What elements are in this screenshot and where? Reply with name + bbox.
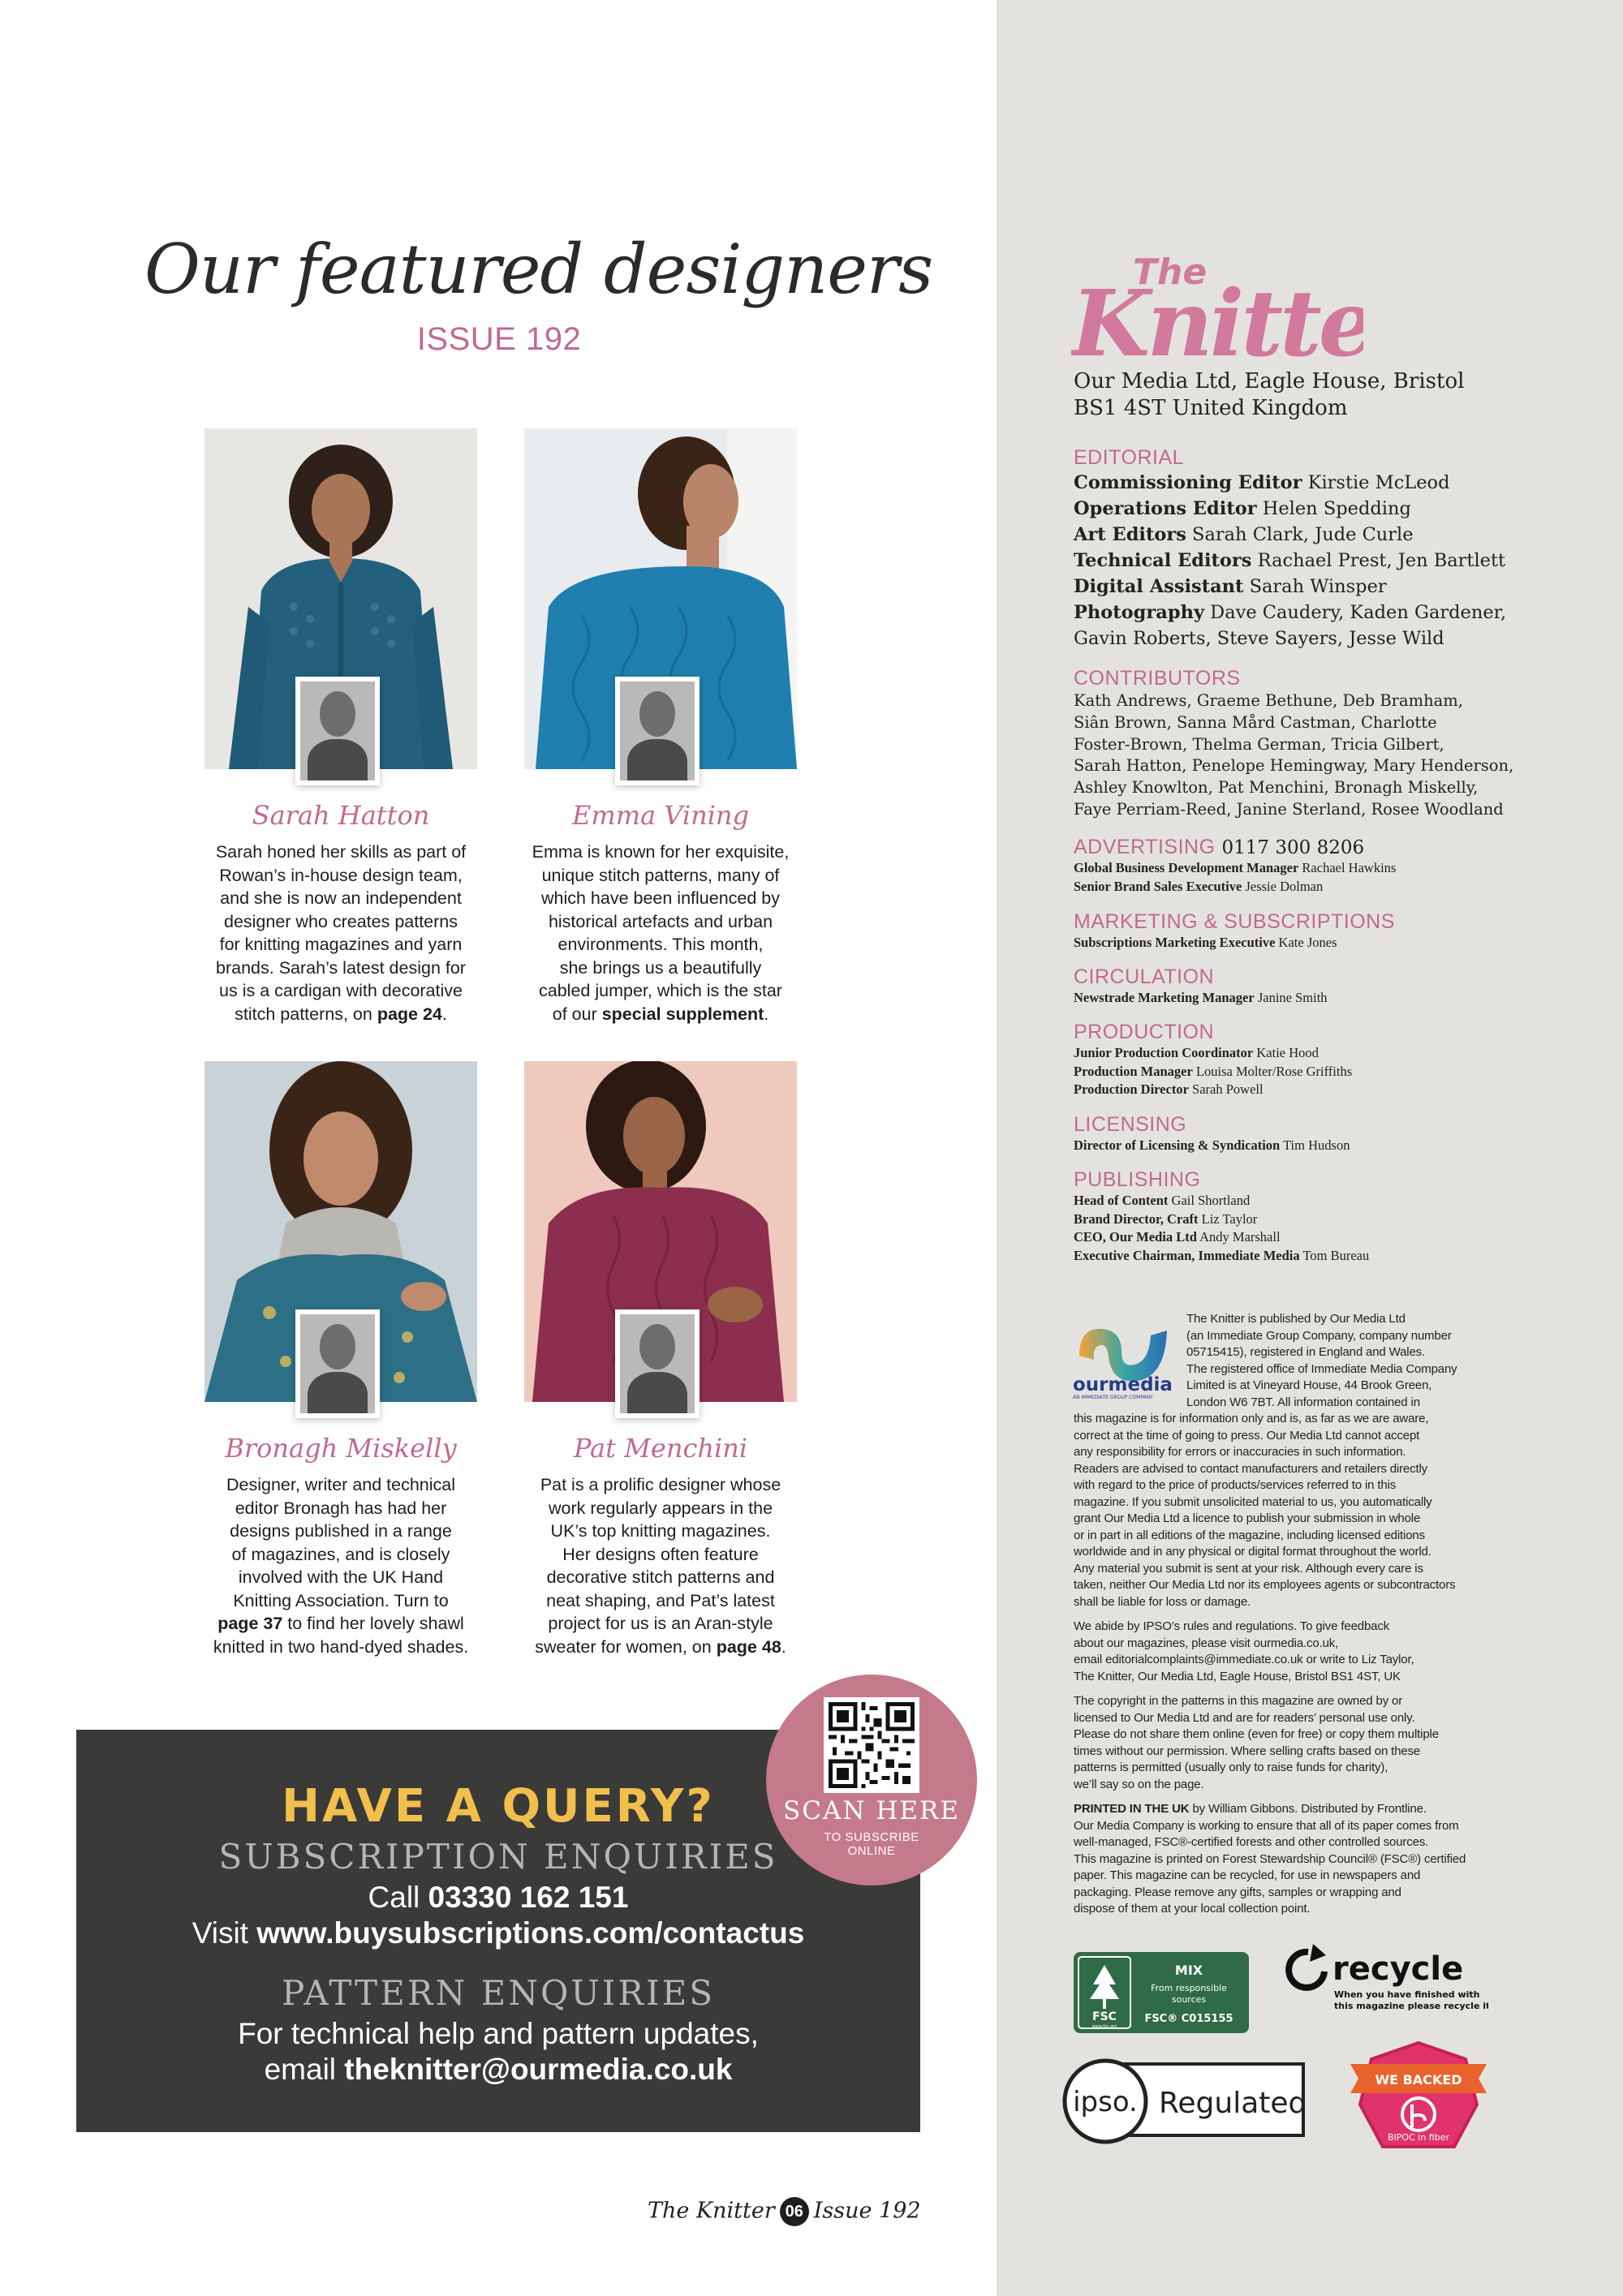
designer-bio: Sarah honed her skills as part of Rowan’s in-house design team, and she is now an independent designer who creates patterns for knitting magazines and yarn brands. Sarah’s latest design for us is a cardigan with decorative stitch patterns, on page 24.	[215, 842, 467, 1024]
legal-body: this magazine is for information only and is, as far as we are aware, correct at the time of going to press. Our Media Ltd cannot accept any responsibility for errors or inaccuracies in such information. Readers are advised to contact manufacturers and retailers directly with regard to the price of products/services referred to in this magazine. If you submit unsolicited material to us, you automatically grant Our Media Ltd a licence to publish your submission in whole or in part in all editions of the magazine, including licensed editions worldwide and in any physical or digital format throughout the world. Any material you submit is sent at your risk. Although every care is taken, neither Our Media Ltd nor its employees agents or subcontractors shall be liable for loss or damage. We abide by IPSO’s rules and regulations. To give feedback about our magazines, please visit ourmedia.co.uk, email editorialcomplaints@immediate.co.uk or write to Liz Taylor, The Knitter, Our Media Ltd, Eagle House, Bristol BS1 4ST, UK The copyright in the patterns in this magazine are owned by or licensed to Our Media Ltd and are for readers’ personal use only. Please do not share them online (even for free) or copy them multiple times without our permission. Where selling crafts based on these patterns is permitted (usually only to raise funds for charity), we’ll say so on the page. PRINTED IN THE UK by William Gibbons. Distributed by Frontline. Our Media Company is working to ensure that all of its paper comes from well-managed, FSC®-certified forests and other controlled sources. This magazine is printed on Forest Stewardship Council® (FSC®) certified paper. This magazine can be recycled, for use in newspapers and packaging. Please remove any gifts, samples or wrapping and dispose of them at your local collection point.	[1074, 1412, 1466, 1915]
svg-text:WE BACKED: WE BACKED	[1375, 2072, 1462, 2087]
designer-bio: Pat is a prolific designer whose work regularly appears in the UK’s top knitting magazines. Her designs often feature decorative stitch patterns and neat shaping, and Pat’s latest project for us is an Aran-style sweater for women, on page 48.	[535, 1475, 786, 1657]
page-footer: The Knitter 06 Issue 192	[648, 2197, 907, 2226]
designer-headshot	[615, 677, 700, 785]
ipso-regulated-badge	[1060, 2057, 1316, 2147]
svg-text:Regulated: Regulated	[1159, 2087, 1307, 2120]
issue-label: ISSUE 192	[416, 321, 582, 357]
svg-text:From responsible: From responsible	[1151, 1983, 1227, 1993]
ourmedia-logo	[1071, 1311, 1173, 1400]
pattern-help-text: For technical help and pattern updates,	[238, 2017, 759, 2050]
designer-headshot	[295, 1309, 380, 1418]
legal-intro: The Knitter is published by Our Media Ltd (an Immediate Group Company, company number 05715415), registered in England and Wales. The registered office of Immediate Media Company Limited is at Vineyard House, 44 Brook Green, London W6 7BT. All information contained in	[1186, 1312, 1457, 1409]
subscription-url[interactable]: Visit www.buysubscriptions.com/contactus	[192, 1916, 805, 1950]
page-title: Our featured designers	[144, 230, 933, 309]
qr-code-icon[interactable]	[824, 1697, 919, 1793]
svg-text:FSC: FSC	[1092, 2010, 1117, 2023]
scan-sub-label: TO SUBSCRIBE	[824, 1830, 919, 1844]
query-title: HAVE A QUERY?	[282, 1780, 715, 1833]
designer-name: Pat Menchini	[573, 1433, 748, 1464]
pattern-email[interactable]: email theknitter@ourmedia.co.uk	[264, 2053, 733, 2086]
svg-text:BIPOC in fiber: BIPOC in fiber	[1388, 2132, 1449, 2143]
svg-text:recycle: recycle	[1332, 1950, 1464, 1988]
svg-text:When you have finished with: When you have finished with	[1334, 1989, 1480, 2000]
publisher-address: Our Media Ltd, Eagle House, Bristol BS1 4ST United Kingdom	[1074, 369, 1465, 420]
production-section: PRODUCTION Junior Production Coordinator Katie Hood Production Manager Louisa Molter/Rose Griffiths Production Director Sarah Powell	[1074, 1021, 1353, 1097]
scan-sub-label: ONLINE	[847, 1844, 896, 1858]
fsc-badge	[1074, 1952, 1249, 2033]
designer-name: Sarah Hatton	[252, 800, 430, 831]
bipoc-in-fiber-badge	[1347, 2040, 1490, 2156]
pattern-enquiries-heading: PATTERN ENQUIRIES	[281, 1973, 716, 2013]
advertising-section: ADVERTISING 0117 300 8206 Global Business Development Manager Rachael Hawkins Senior Brand Sales Executive Jessie Dolman	[1074, 836, 1397, 894]
subscription-enquiries-heading: SUBSCRIPTION ENQUIRIES	[218, 1837, 778, 1877]
svg-text:The: The	[1133, 252, 1208, 293]
designer-name: Bronagh Miskelly	[225, 1433, 457, 1464]
svg-text:FSC® C015155: FSC® C015155	[1144, 2013, 1233, 2025]
designer-headshot	[295, 677, 380, 785]
the-knitter-logo	[1071, 243, 1363, 373]
designer-name: Emma Vining	[571, 800, 749, 831]
scan-here-label: SCAN HERE	[783, 1796, 960, 1825]
circulation-section: CIRCULATION Newstrade Marketing Manager Janine Smith	[1074, 965, 1328, 1005]
designer-headshot	[615, 1309, 700, 1418]
publishing-section: PUBLISHING Head of Content Gail Shortland Brand Director, Craft Liz Taylor CEO, Our Media Ltd Andy Marshall Executive Chairman, Immediate Media Tom Bureau	[1074, 1168, 1370, 1263]
svg-text:AN IMMEDIATE GROUP COMPANY: AN IMMEDIATE GROUP COMPANY	[1073, 1395, 1153, 1400]
svg-text:ourmedia: ourmedia	[1073, 1374, 1173, 1395]
designer-bio: Designer, writer and technical editor Bronagh has had her designs published in a range of magazines, and is closely involved with the UK Hand Knitting Association. Turn to page 37 to find her lovely shawl knitted in two hand-dyed shades.	[213, 1475, 469, 1657]
contributors-section: CONTRIBUTORS Kath Andrews, Graeme Bethune, Deb Bramham, Siân Brown, Sanna Mård Castman, Charlotte Foster-Brown, Thelma German, Tricia Gilbert, Sarah Hatton, Penelope Hemingway, Mary Henderson, Ashley Knowlton, Pat Menchini, Bronagh Miskelly, Faye Perriam-Reed, Janine Sterland, Rosee Woodland	[1074, 667, 1514, 819]
page-number: 06	[780, 2197, 809, 2226]
subscription-phone: Call 03330 162 151	[368, 1881, 629, 1914]
svg-text:this magazine please recycle i: this magazine please recycle it.	[1334, 2001, 1488, 2011]
svg-text:Knitter: Knitt	[1071, 271, 1319, 373]
svg-text:ipso.: ipso.	[1073, 2086, 1138, 2118]
svg-text:sources: sources	[1171, 1994, 1207, 2005]
designer-bio: Emma is known for her exquisite, unique stitch patterns, many of which have been influenced by historical artefacts and urban environments. This month, she brings us a beautifully cabled jumper, which is the star of our special supplement.	[532, 842, 790, 1024]
licensing-section: LICENSING Director of Licensing & Syndication Tim Hudson	[1074, 1113, 1350, 1153]
marketing-section: MARKETING & SUBSCRIPTIONS Subscriptions Marketing Executive Kate Jones	[1074, 910, 1395, 950]
recycle-badge	[1276, 1939, 1488, 2014]
svg-text:MIX: MIX	[1174, 1963, 1203, 1978]
scan-here-badge[interactable]	[766, 1675, 977, 1885]
editorial-section: EDITORIAL Commissioning Editor Kirstie McLeod Operations Editor Helen Spedding Art Editors Sarah Clark, Jude Curle Technical Editors Rachael Prest, Jen Bartlett Digital Assistant Sarah Winsper Photography Dave Caudery, Kaden Gardener, Gavin Roberts, Steve Sayers, Jesse Wild	[1074, 446, 1507, 649]
svg-text:www.fsc.org: www.fsc.org	[1091, 2024, 1117, 2029]
